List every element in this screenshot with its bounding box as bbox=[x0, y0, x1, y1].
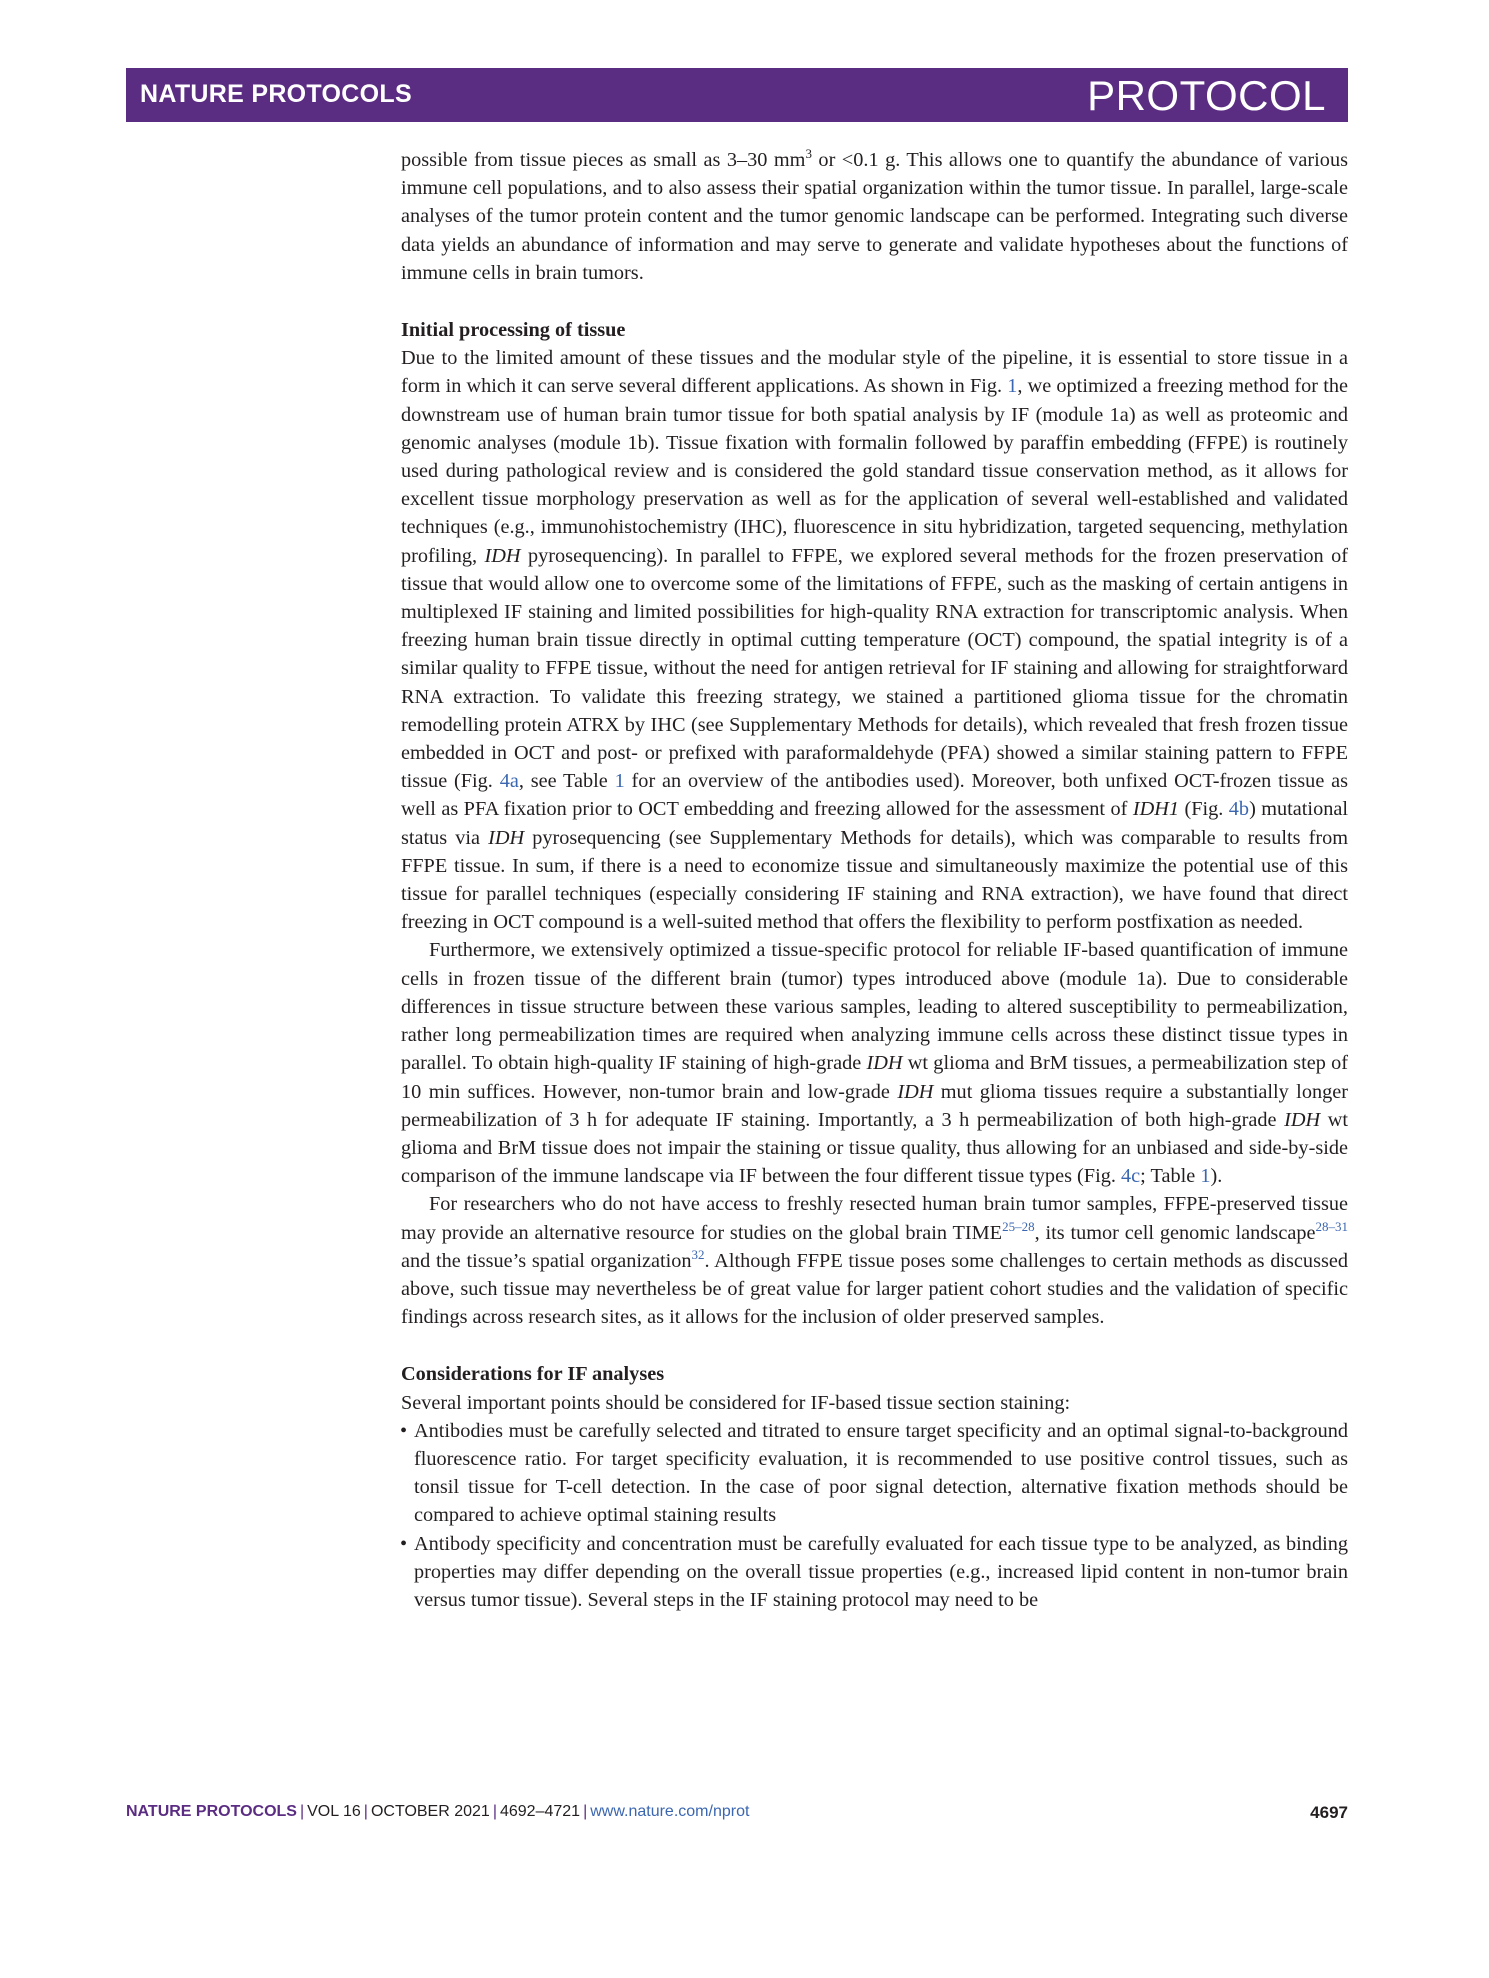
citation-link[interactable]: 32 bbox=[691, 1246, 705, 1262]
paragraph-5: Several important points should be considered for IF-based tissue section staining: bbox=[401, 1391, 1071, 1414]
list-item: • Antibodies must be carefully selected and titrated to ensure target specificity and an optimal signal-to-background fluorescence ratio. For target specificity evaluation, it is recommended to use positive control tissues, such as tonsil tissue for T-cell detection. In the case of poor signal detection, alternative fixation methods should be compared to achieve optimal staining results bbox=[401, 1417, 1348, 1530]
article-body bbox=[401, 146, 1348, 1614]
footer-url-link[interactable]: www.nature.com/nprot bbox=[590, 1803, 750, 1820]
journal-name: NATURE PROTOCOLS bbox=[140, 80, 412, 108]
figure-link[interactable]: 4a bbox=[499, 770, 519, 793]
figure-link[interactable]: 1 bbox=[1007, 375, 1018, 398]
paragraph-2: Due to the limited amount of these tissues and the modular style of the pipeline, it is essential to store tissue in a form in which it can serve several different applications. As shown in Fig. 1, we optimized a freezing method for the downstream use of human brain tumor tissue for both spatial analysis by IF (module 1a) as well as proteomic and genomic analyses (module 1b). Tissue fixation with formalin followed by paraffin embedding (FFPE) is routinely used during pathological review and is considered the gold standard tissue conservation method, as it allows for excellent tissue morphology preservation as well as for the application of several well-established and validated techniques (e.g., immunohistochemistry (IHC), fluorescence in situ hybridization, targeted sequencing, methylation profiling, IDH pyrosequencing). In parallel to FFPE, we explored several methods for the frozen preservation of tissue that would allow one to overcome some of the limitations of FFPE, such as the masking of certain antigens in multiplexed IF staining and limited possibilities for high-quality RNA extraction for transcriptomic analysis. When freezing human brain tissue directly in optimal cutting temperature (OCT) compound, the spatial integrity is of a similar quality to FFPE tissue, without the need for antigen retrieval for IF staining and allowing for straightforward RNA extraction. To validate this freezing strategy, we stained a partitioned glioma tissue for the chromatin remodelling protein ATRX by IHC (see Supplementary Methods for details), which revealed that fresh frozen tissue embedded in OCT and post- or prefixed with paraformaldehyde (PFA) showed a similar staining pattern to FFPE tissue (Fig. 4a, see Table 1 for an overview of the antibodies used). Moreover, both unfixed OCT-frozen tissue as well as PFA fixation prior to OCT embedding and freezing allowed for the assessment of IDH1 (Fig. 4b) mutational status via IDH pyrosequencing (see Supplementary Methods for details), which was comparable to results from FFPE tissue. In sum, if there is a need to economize tissue and simultaneously maximize the potential use of this tissue for parallel techniques (especially considering IF staining and RNA extraction), we have found that direct freezing in OCT compound is a well-suited method that offers the flexibility to perform postfixation as needed. bbox=[401, 347, 1349, 934]
footer-journal: NATURE PROTOCOLS bbox=[126, 1803, 297, 1820]
paragraph-1: possible from tissue pieces as small as 3–30 $mm^3$ or <0.1 g. This allows one to quantify the abundance of various immune cell populations, and to also assess their spatial organization within the tumor tissue. In parallel, large-scale analyses of the tumor protein content and the tumor genomic landscape can be performed. Integrating such diverse data yields an abundance of information and may serve to generate and validate hypotheses about the functions of immune cells in brain tumors. bbox=[401, 146, 1348, 284]
article-type: PROTOCOL bbox=[1087, 72, 1326, 119]
section-heading: Initial processing of tissue bbox=[401, 319, 626, 342]
table-link[interactable]: 1 bbox=[614, 770, 625, 793]
bullet-icon: • bbox=[400, 1419, 408, 1442]
footer-volume: VOL 16 bbox=[307, 1803, 361, 1820]
footer-citation: NATURE PROTOCOLS | VOL 16 | OCTOBER 2021 | 4692–4721 | www.nature.com/nprot bbox=[126, 1803, 750, 1820]
page-footer bbox=[126, 1803, 1348, 1827]
superscript: 3 bbox=[805, 146, 812, 161]
figure-link[interactable]: 4b bbox=[1228, 798, 1250, 821]
paragraph-3: Furthermore, we extensively optimized a tissue-specific protocol for reliable IF-based quantification of immune cells in frozen tissue of the different brain (tumor) types introduced above (module 1a). Due to considerable differences in tissue structure between these various samples, leading to altered susceptibility to permeabilization, rather long permeabilization times are required when analyzing immune cells across these distinct tissue types in parallel. To obtain high-quality IF staining of high-grade IDH wt glioma and BrM tissues, a permeabilization step of 10 min suffices. However, non-tumor brain and low-grade IDH mut glioma tissues require a substantially longer permeabilization of 3 h for adequate IF staining. Importantly, a 3 h permeabilization of both high-grade IDH wt glioma and BrM tissue does not impair the staining or tissue quality, thus allowing for an unbiased and side-by-side comparison of the immune landscape via IF between the four different tissue types (Fig. 4c; Table 1). bbox=[401, 939, 1348, 1188]
bullet-list bbox=[401, 1417, 1348, 1614]
journal-banner bbox=[126, 68, 1348, 122]
footer-date: OCTOBER 2021 bbox=[370, 1803, 490, 1820]
citation-link[interactable]: 25–28 bbox=[1002, 1218, 1035, 1234]
list-item: • Antibody specificity and concentration must be carefully evaluated for each tissue type to be analyzed, as binding properties may differ depending on the overall tissue properties (e.g., increased lipid content in non-tumor brain versus tumor tissue). Several steps in the IF staining protocol may need to be bbox=[401, 1530, 1348, 1615]
section-heading: Considerations for IF analyses bbox=[401, 1363, 665, 1386]
page-number: 4697 bbox=[1310, 1803, 1348, 1822]
footer-pages: 4692–4721 bbox=[499, 1803, 581, 1820]
figure-link[interactable]: 4c bbox=[1120, 1165, 1141, 1188]
bullet-icon: • bbox=[400, 1532, 408, 1555]
citation-link[interactable]: 28–31 bbox=[1315, 1218, 1348, 1234]
paragraph-4: For researchers who do not have access to freshly resected human brain tumor samples, FFPE-preserved tissue may provide an alternative resource for studies on the global brain TIME$^{25-28}$, its tumor cell genomic landscape$^{28-31}$ and the tissue’s spatial organization$^{32}$. Although FFPE tissue poses some challenges to certain methods as discussed above, such tissue may nevertheless be of great value for larger patient cohort studies and the validation of specific findings across research sites, as it allows for the inclusion of older preserved samples. bbox=[401, 1193, 1348, 1329]
table-link[interactable]: 1 bbox=[1200, 1165, 1211, 1188]
